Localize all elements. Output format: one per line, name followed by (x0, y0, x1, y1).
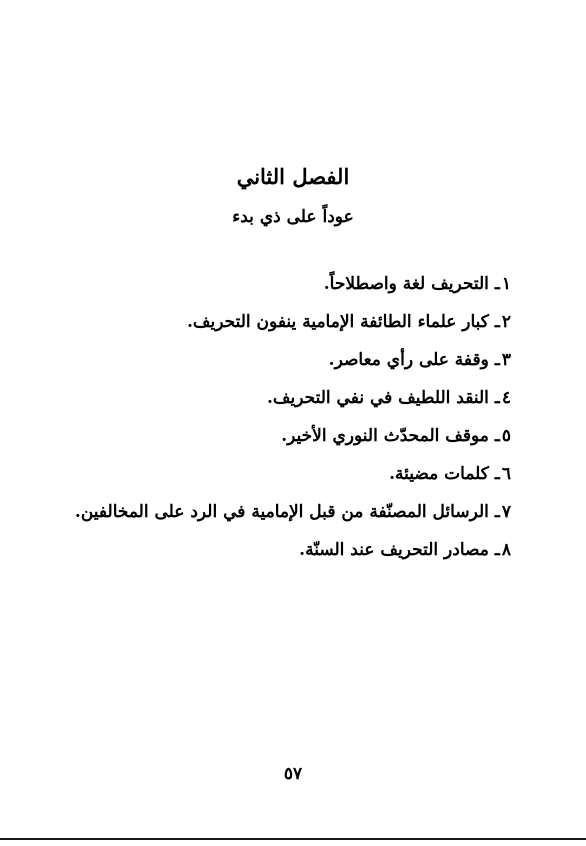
item-text: كبار علماء الطائفة الإمامية ينفون التحريف. (187, 312, 489, 332)
contents-item (41, 379, 511, 417)
page-number: ٥٧ (283, 764, 303, 784)
item-separator: ـ (494, 502, 500, 522)
contents-item (41, 265, 511, 303)
contents-item (41, 341, 511, 379)
item-number: ١ (501, 274, 511, 294)
scan-edge-divider (0, 838, 586, 840)
contents-item (41, 455, 511, 493)
item-number: ٨ (501, 540, 511, 560)
item-text: الرسائل المصنّفة من قبل الإمامية في الرد على المخالفين. (74, 502, 489, 522)
chapter-subtitle: عوداً على ذي بدء (232, 207, 354, 227)
item-separator: ـ (494, 540, 500, 560)
item-number: ٥ (501, 426, 511, 446)
contents-item (41, 417, 511, 455)
contents-item (41, 531, 511, 569)
item-number: ٦ (501, 464, 511, 484)
item-number: ٣ (501, 350, 511, 370)
item-text: كلمات مضيئة. (389, 464, 489, 484)
item-text: النقد اللطيف في نفي التحريف. (267, 388, 489, 408)
item-text: وقفة على رأي معاصر. (328, 350, 489, 370)
item-separator: ـ (494, 388, 500, 408)
contents-item (41, 493, 511, 531)
item-number: ٧ (501, 502, 511, 522)
item-separator: ـ (494, 274, 500, 294)
item-number: ٤ (501, 388, 511, 408)
item-text: مصادر التحريف عند السنّة. (299, 540, 489, 560)
chapter-contents-list (41, 265, 511, 569)
item-number: ٢ (501, 312, 511, 332)
item-separator: ـ (494, 350, 500, 370)
item-separator: ـ (494, 464, 500, 484)
item-separator: ـ (494, 312, 500, 332)
item-text: التحريف لغة واصطلاحاً. (323, 274, 489, 294)
item-separator: ـ (494, 426, 500, 446)
chapter-title: الفصل الثاني (236, 164, 350, 189)
contents-item (41, 303, 511, 341)
item-text: موقف المحدّث النوري الأخير. (281, 426, 489, 446)
